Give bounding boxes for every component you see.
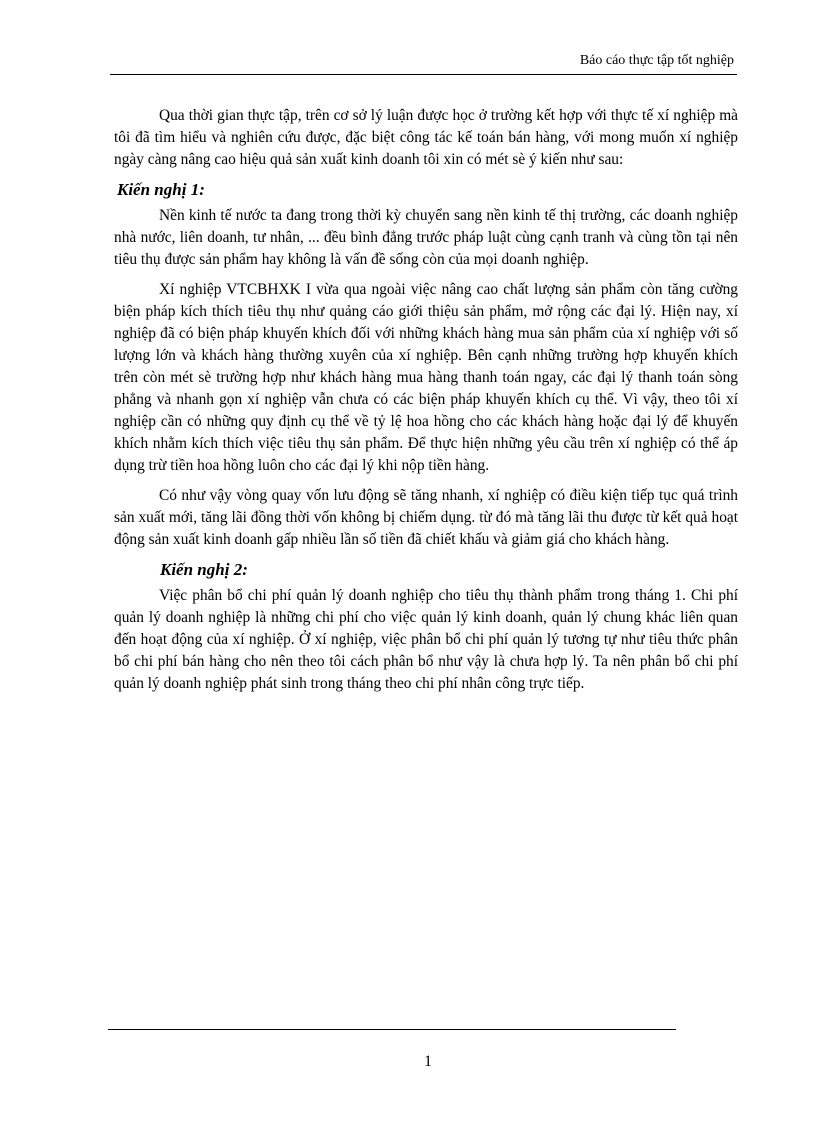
section1-paragraph-2: Xí nghiệp VTCBHXK I vừa qua ngoài việc nâng cao chất lượng sản phẩm còn tăng cường biện pháp kích thích tiêu thụ như quảng cáo giới thiệu sản phẩm, mở rộng các đại lý. Hiện nay, xí nghiệp đã có biện pháp khuyến khích đối với những khách hàng mua sản phẩm của xí nghiệp với số lượng lớn và khách hàng thường xuyên của xí nghiệp. Bên cạnh những trường hợp khuyến khích trên còn mét sè trường hợp như khách hàng mua hàng thanh toán ngay, các đại lý thanh toán sòng phẳng và nhanh gọn xí nghiệp vẫn chưa có các biện pháp khuyến khích cụ thể. Vì vậy, theo tôi xí nghiệp cần có những quy định cụ thể về tỷ lệ hoa hồng cho các khách hàng hoặc đại lý để khuyến khích nhằm kích thích việc tiêu thụ sản phẩm. Để thực hiện những yêu cầu trên xí nghiệp có thể áp dụng trừ tiền hoa hồng luôn cho các đại lý khi nộp tiền hàng. bbox=[114, 281, 738, 474]
section1-paragraph-1: Nền kinh tế nước ta đang trong thời kỳ chuyển sang nền kinh tế thị trường, các doanh nghiệp nhà nước, liên doanh, tư nhân, ... đều bình đẳng trước pháp luật cùng cạnh tranh và cùng tồn tại nên tiêu thụ được sản phẩm hay không là vấn đề sống còn của mọi doanh nghiệp. bbox=[114, 207, 738, 268]
section2-paragraph-1: Việc phân bổ chi phí quản lý doanh nghiệp cho tiêu thụ thành phẩm trong tháng 1. Chi phí quản lý doanh nghiệp là những chi phí cho việc quản lý kinh doanh, quản lý chung khác liên quan đến hoạt động của xí nghiệp. Ở xí nghiệp, việc phân bổ chi phí quản lý tương tự như tiêu thức phân bổ chi phí bán hàng cho nên theo tôi cách phân bổ như vậy là chưa hợp lý. Ta nên phân bổ chi phí quản lý doanh nghiệp phát sinh trong tháng theo chi phí nhân công trực tiếp. bbox=[114, 587, 738, 692]
header-rule bbox=[110, 74, 737, 75]
section-heading-2: Kiến nghị 2: bbox=[160, 560, 248, 579]
document-body bbox=[114, 105, 738, 703]
running-header: Báo cáo thực tập tốt nghiệp bbox=[579, 53, 734, 68]
section1-paragraph-3: Có như vậy vòng quay vốn lưu động sẽ tăng nhanh, xí nghiệp có điều kiện tiếp tục quá trình sản xuất mới, tăng lãi đồng thời vốn không bị chiếm dụng. từ đó mà tăng lãi thu được từ kết quả hoạt động sản xuất kinh doanh gấp nhiều lần số tiền đã chiết khấu và giảm giá cho khách hàng. bbox=[114, 487, 738, 548]
section-heading-1: Kiến nghị 1: bbox=[117, 180, 205, 199]
footer-rule bbox=[108, 1029, 676, 1030]
intro-paragraph: Qua thời gian thực tập, trên cơ sở lý luận được học ở trường kết hợp với thực tế xí nghiệp mà tôi đã tìm hiểu và nghiên cứu được, đặc biệt công tác kế toán bán hàng, với mong muốn xí nghiệp ngày càng nâng cao hiệu quả sản xuất kinh doanh tôi xin có mét sè ý kiến như sau: bbox=[114, 107, 738, 168]
page-number: 1 bbox=[424, 1053, 432, 1070]
